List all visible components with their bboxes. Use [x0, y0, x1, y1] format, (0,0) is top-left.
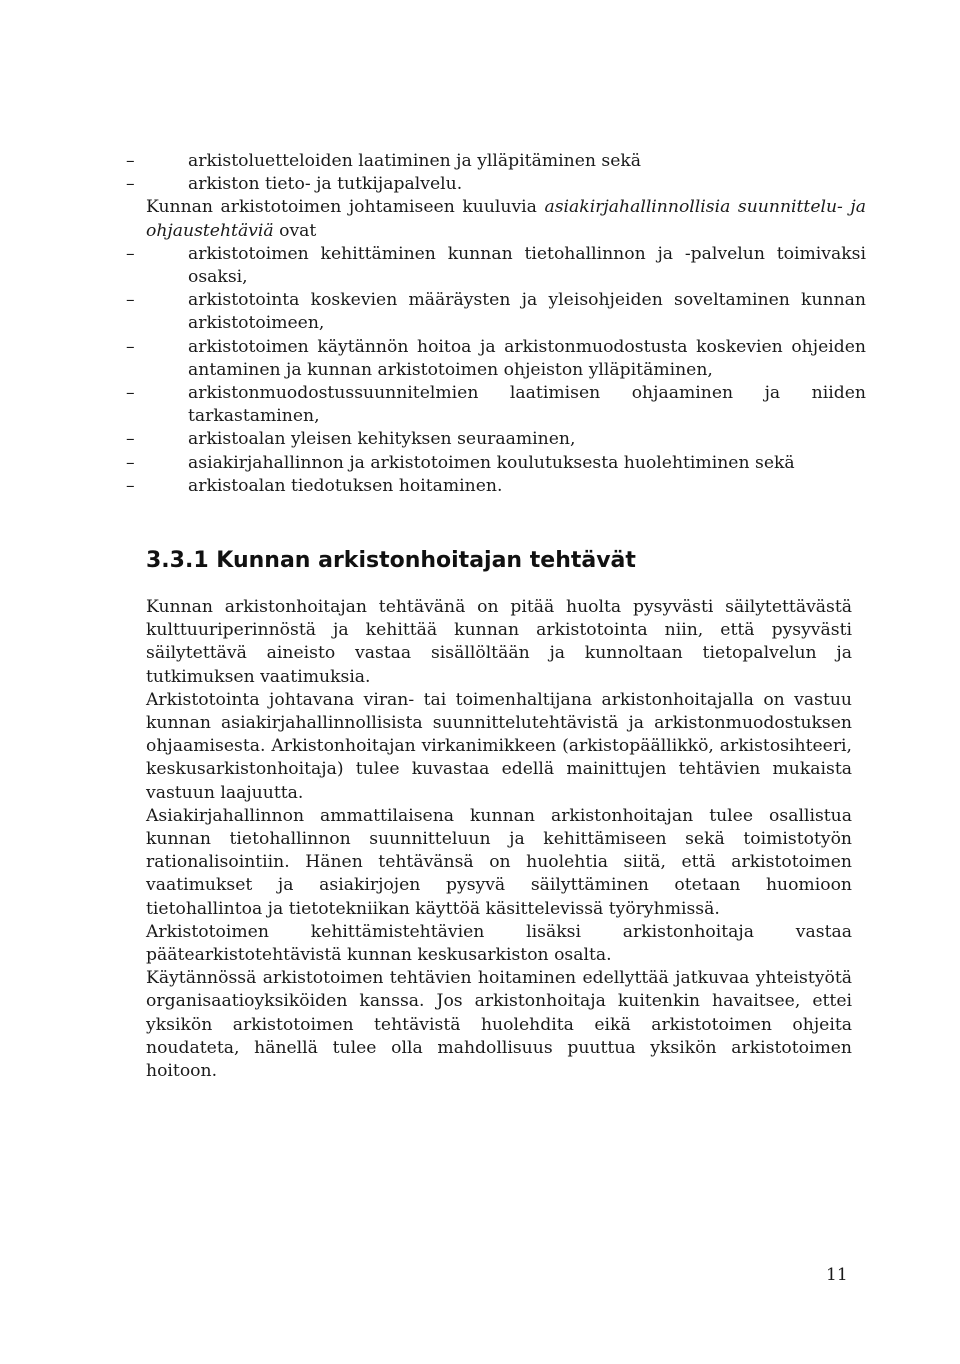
body-paragraph: Asiakirjahallinnon ammattilaisena kunnan arkistonhoitajan tulee osallistua kunnan tietohallinnon suunnitteluun ja kehittämiseen sekä toimistotyön rationalisointiin. Hänen tehtävänsä on huolehtia siitä, että arkistotoimen vaatimukset ja asiakirjojen pysyvä säilyttäminen otetaan huomioon tietohallintoa ja tietotekniikan käyttöä käsittelevissä työryhmissä.	[146, 805, 852, 919]
list-item: – arkistotoimen käytännön hoitoa ja arkistonmuodostusta koskevien ohjeiden antaminen ja kunnan arkistotoimen ohjeiston ylläpitäminen,	[146, 336, 866, 382]
list-item: – arkistotointa koskevien määräysten ja yleisohjeiden soveltaminen kunnan arkistotoimeen,	[146, 289, 866, 335]
body-paragraph: Käytännössä arkistotoimen tehtävien hoitaminen edellyttää jatkuvaa yhteistyötä organisaatioyksiköiden kanssa. Jos arkistonhoitaja kuitenkin havaitsee, ettei yksikön arkistotoimen tehtävistä huolehdita eikä arkistotoimen ohjeita noudateta, hänellä tulee olla mahdollisuus puuttua yksikön arkistotoimen hoitoon.	[146, 968, 852, 1082]
list-item: – arkistonmuodostussuunnitelmien laatimisen ohjaaminen ja niiden tarkastaminen,	[146, 382, 866, 428]
intro-emphasis: asiakirjahallinnollisia suunnittelu- ja ohjaustehtäviä	[146, 197, 866, 241]
list-item: – arkistoalan yleisen kehityksen seuraaminen,	[146, 428, 866, 451]
intro-paragraph	[146, 196, 866, 242]
list-item: – arkistotoimen kehittäminen kunnan tietohallinnon ja -palvelun toimivaksi osaksi,	[146, 243, 866, 289]
duty-list-block	[146, 150, 866, 498]
section-heading: 3.3.1 Kunnan arkistonhoitajan tehtävät	[146, 548, 636, 573]
list-item: – asiakirjahallinnon ja arkistotoimen koulutuksesta huolehtiminen sekä	[146, 452, 866, 475]
list-item: – arkistoluetteloiden laatiminen ja ylläpitäminen sekä	[146, 150, 866, 173]
body-paragraph: Arkistotointa johtavana viran- tai toimenhaltijana arkistonhoitajalla on vastuu kunnan asiakirjahallinnollisista suunnittelutehtävistä ja arkistonmuodostuksen ohjaamisesta. Arkistonhoitajan virkanimikkeen (arkistopäällikkö, arkistosihteeri, keskusarkistonhoitaja) tulee kuvastaa edellä mainittujen tehtävien mukaista vastuun laajuutta.	[146, 689, 852, 803]
body-paragraph: Kunnan arkistonhoitajan tehtävänä on pitää huolta pysyvästi säilytettävästä kulttuuriperinnöstä ja kehittää kunnan arkistotointa niin, että pysyvästi säilytettävä aineisto vastaa sisällöltään ja kunnoltaan tietopalvelun ja tutkimuksen vaatimuksia.	[146, 597, 852, 687]
body-paragraph: Arkistotoimen kehittämistehtävien lisäksi arkistonhoitaja vastaa päätearkistotehtävistä kunnan keskusarkiston osalta.	[146, 921, 852, 966]
section-body	[146, 596, 852, 1083]
intro-text-start: Kunnan arkistotoimen johtamiseen kuuluvia	[146, 197, 545, 218]
page-number: 11	[826, 1265, 848, 1285]
list-item: – arkiston tieto- ja tutkijapalvelu.	[146, 173, 866, 196]
list-item: – arkistoalan tiedotuksen hoitaminen.	[146, 475, 866, 498]
intro-text-end: ovat	[273, 220, 317, 241]
